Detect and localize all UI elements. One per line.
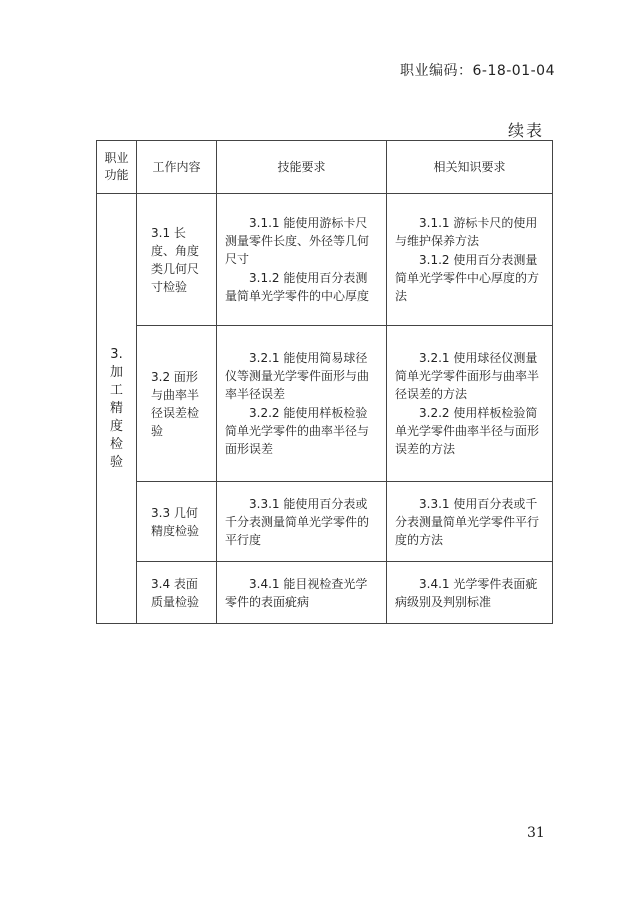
knowledge-item: 3.4.1 光学零件表面疵病级别及判别标准 [395, 576, 538, 609]
table-row [97, 326, 553, 482]
skill-item: 3.4.1 能目视检查光学零件的表面疵病 [225, 576, 368, 609]
table-row [97, 562, 553, 624]
skill-item: 3.2.1 能使用简易球径仪等测量光学零件面形与曲率半径误差 [225, 351, 370, 401]
header-knowledge-requirements: 相关知识要求 [387, 141, 553, 194]
table-header-row [97, 141, 553, 194]
skill-item: 3.1.2 能使用百分表测量简单光学零件的中心厚度 [225, 271, 370, 303]
table-row [97, 194, 553, 326]
knowledge-item: 3.2.2 使用样板检验简单光学零件曲率半径与面形误差的方法 [395, 406, 540, 456]
work-content-cell: 3.4 表面质量检验 [137, 562, 217, 624]
knowledge-item: 3.1.2 使用百分表测量简单光学零件中心厚度的方法 [395, 253, 540, 303]
knowledge-item: 3.3.1 使用百分表或千分表测量简单光学零件平行度的方法 [395, 496, 540, 547]
skills-cell [217, 482, 387, 562]
header-work-content: 工作内容 [137, 141, 217, 194]
skills-cell [217, 326, 387, 482]
knowledge-cell [387, 326, 553, 482]
table-row [97, 482, 553, 562]
knowledge-item: 3.2.1 使用球径仪测量简单光学零件面形与曲率半径误差的方法 [395, 351, 540, 401]
skill-requirements-table [96, 140, 553, 624]
skill-item: 3.1.1 能使用游标卡尺测量零件长度、外径等几何尺寸 [225, 216, 370, 266]
skill-item: 3.2.2 能使用样板检验简单光学零件的曲率半径与面形误差 [225, 406, 370, 456]
knowledge-cell [387, 194, 553, 326]
skill-item: 3.3.1 能使用百分表或千分表测量简单光学零件的平行度 [225, 496, 370, 547]
knowledge-cell [387, 562, 553, 624]
work-content-cell: 3.3 几何精度检验 [137, 482, 217, 562]
function-label: 3.加工精度检验 [109, 346, 123, 470]
header-function: 职业功能 [97, 141, 137, 194]
work-content-cell: 3.2 面形与曲率半径误差检验 [137, 326, 217, 482]
skills-cell [217, 194, 387, 326]
continued-table-label: 续表 [508, 121, 545, 140]
work-content-cell: 3.1 长度、角度类几何尺寸检验 [137, 194, 217, 326]
occupation-code: 职业编码：6-18-01-04 [399, 63, 555, 79]
knowledge-item: 3.1.1 游标卡尺的使用与维护保养方法 [395, 216, 538, 248]
function-cell [97, 194, 137, 624]
page-number: 31 [527, 825, 545, 841]
skills-cell [217, 562, 387, 624]
knowledge-cell [387, 482, 553, 562]
header-skill-requirements: 技能要求 [217, 141, 387, 194]
